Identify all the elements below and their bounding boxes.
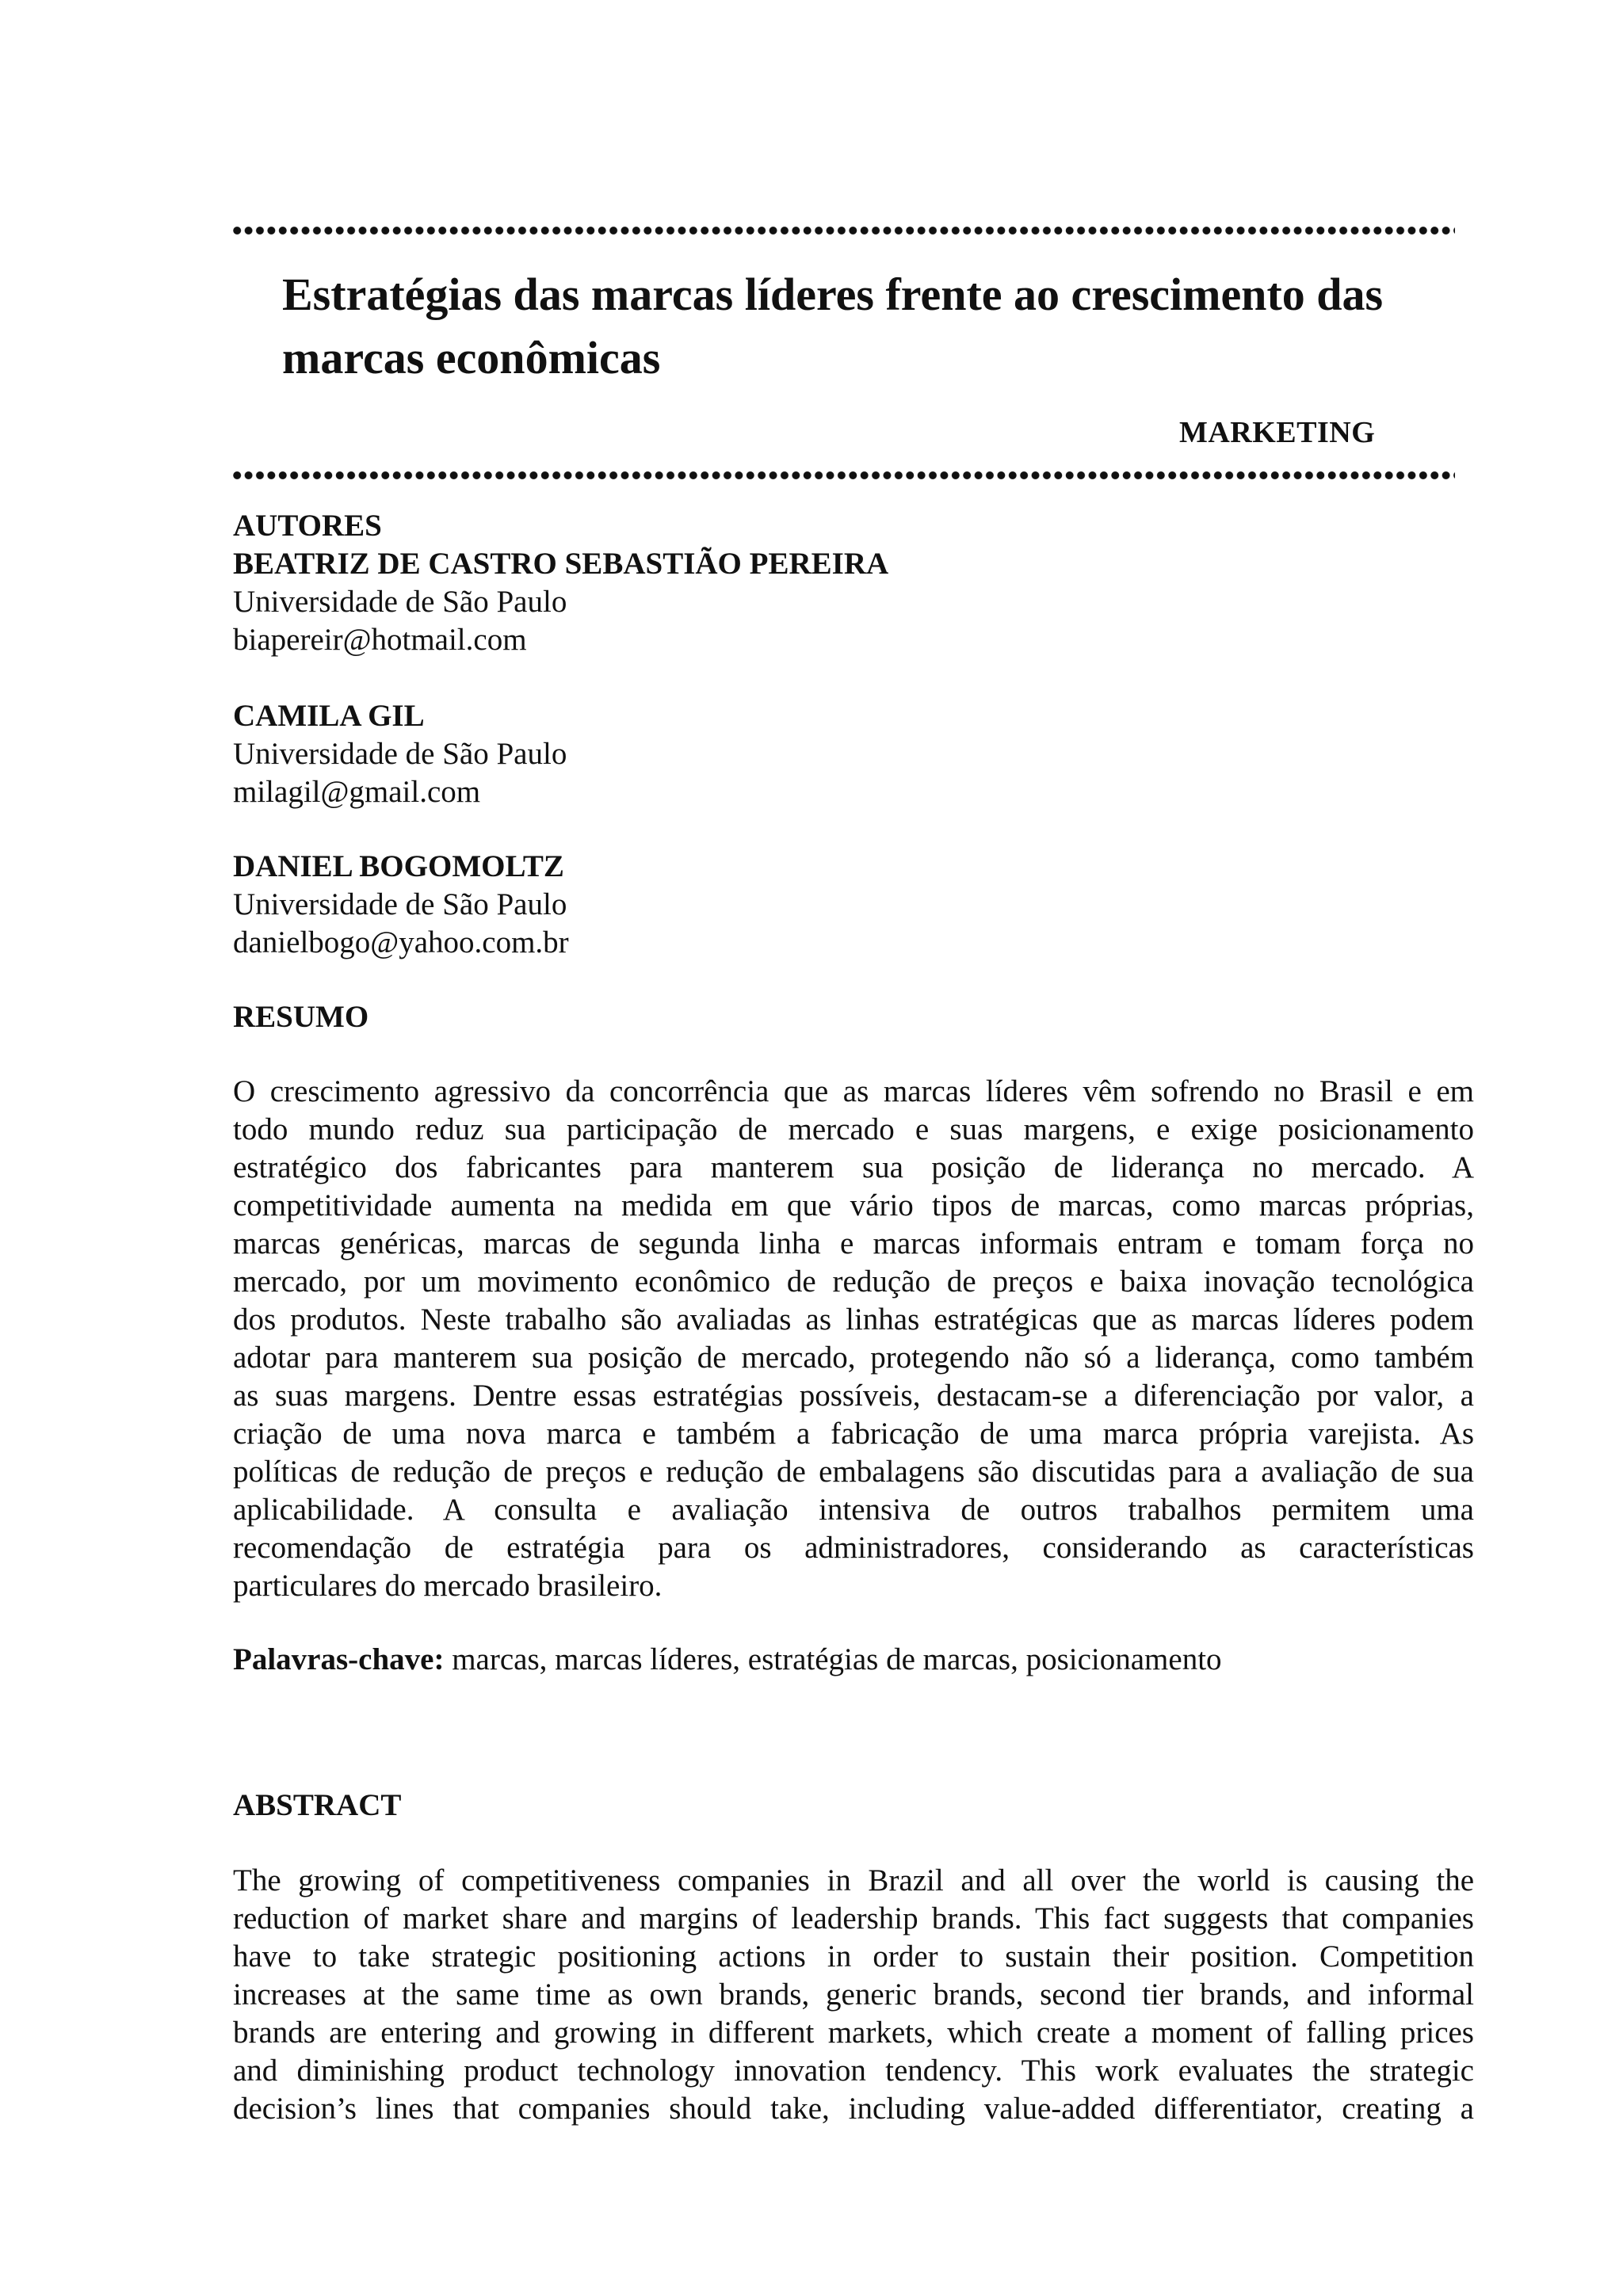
author-block	[233, 697, 1474, 811]
resumo-line: estratégico dos fabricantes para manterem sua posição de liderança no mercado. A	[233, 1150, 1474, 1184]
author-name: BEATRIZ DE CASTRO SEBASTIÃO PEREIRA	[233, 547, 889, 581]
author-name: DANIEL BOGOMOLTZ	[233, 849, 564, 883]
keywords	[233, 1641, 1474, 1679]
author-email: milagil@gmail.com	[233, 775, 481, 809]
author-block	[233, 545, 1474, 659]
resumo-line: O crescimento agressivo da concorrência que as marcas líderes vêm sofrendo no Brasil e em	[233, 1074, 1474, 1108]
author-affiliation: Universidade de São Paulo	[233, 737, 567, 771]
title-line-2: marcas econômicas	[282, 332, 661, 383]
abstract-line: reduction of market share and margins of leadership brands. This fact suggests that companies	[233, 1901, 1474, 1936]
author-email: danielbogo@yahoo.com.br	[233, 925, 569, 959]
author-affiliation: Universidade de São Paulo	[233, 887, 567, 921]
abstract-body	[233, 1862, 1474, 2128]
abstract-line: The growing of competitiveness companies in Brazil and all over the world is causing the	[233, 1863, 1474, 1897]
resumo-line: dos produtos. Neste trabalho são avaliadas as linhas estratégicas que as marcas líderes podem	[233, 1302, 1474, 1337]
keywords-label: Palavras-chave:	[233, 1642, 445, 1676]
abstract-line: decision’s lines that companies should take, including value-added differentiator, creating a	[233, 2092, 1474, 2126]
dotted-rule-top	[231, 225, 1455, 236]
abstract-heading: ABSTRACT	[233, 1788, 402, 1822]
author-block	[233, 848, 1474, 962]
authors-heading: AUTORES	[233, 509, 382, 543]
resumo-line: particulares do mercado brasileiro.	[233, 1569, 663, 1603]
author-email: biapereir@hotmail.com	[233, 623, 527, 657]
title-line-1: Estratégias das marcas líderes frente ao crescimento das	[282, 269, 1384, 320]
author-name: CAMILA GIL	[233, 699, 425, 733]
paper-title	[282, 263, 1487, 390]
resumo-line: recomendação de estratégia para os administradores, considerando as características	[233, 1531, 1474, 1565]
category-label: MARKETING	[1179, 416, 1376, 449]
resumo-line: competitividade aumenta na medida em que vário tipos de marcas, como marcas próprias,	[233, 1188, 1474, 1222]
resumo-line: marcas genéricas, marcas de segunda linha e marcas informais entram e tomam força no	[233, 1226, 1474, 1261]
dotted-rule-bottom	[231, 470, 1455, 481]
resumo-line: aplicabilidade. A consulta e avaliação intensiva de outros trabalhos permitem uma	[233, 1493, 1474, 1527]
resumo-line: adotar para manterem sua posição de mercado, protegendo não só a liderança, como também	[233, 1341, 1474, 1375]
resumo-line: mercado, por um movimento econômico de redução de preços e baixa inovação tecnológica	[233, 1264, 1474, 1299]
resumo-line: todo mundo reduz sua participação de mercado e suas margens, e exige posicionamento	[233, 1112, 1474, 1146]
resumo-body	[233, 1073, 1474, 1605]
resumo-line: políticas de redução de preços e redução de embalagens são discutidas para a avaliação de sua	[233, 1455, 1474, 1489]
abstract-line: brands are entering and growing in different markets, which create a moment of falling prices	[233, 2016, 1474, 2050]
author-affiliation: Universidade de São Paulo	[233, 585, 567, 619]
keywords-text: marcas, marcas líderes, estratégias de marcas, posicionamento	[444, 1642, 1222, 1676]
abstract-line: and diminishing product technology innovation tendency. This work evaluates the strategic	[233, 2054, 1474, 2088]
abstract-line: increases at the same time as own brands, generic brands, second tier brands, and informal	[233, 1978, 1474, 2012]
abstract-line: have to take strategic positioning actions in order to sustain their position. Competition	[233, 1939, 1474, 1974]
resumo-line: as suas margens. Dentre essas estratégias possíveis, destacam-se a diferenciação por valor, a	[233, 1379, 1474, 1413]
resumo-heading: RESUMO	[233, 1000, 369, 1034]
resumo-line: criação de uma nova marca e também a fabricação de uma marca própria varejista. As	[233, 1417, 1474, 1451]
